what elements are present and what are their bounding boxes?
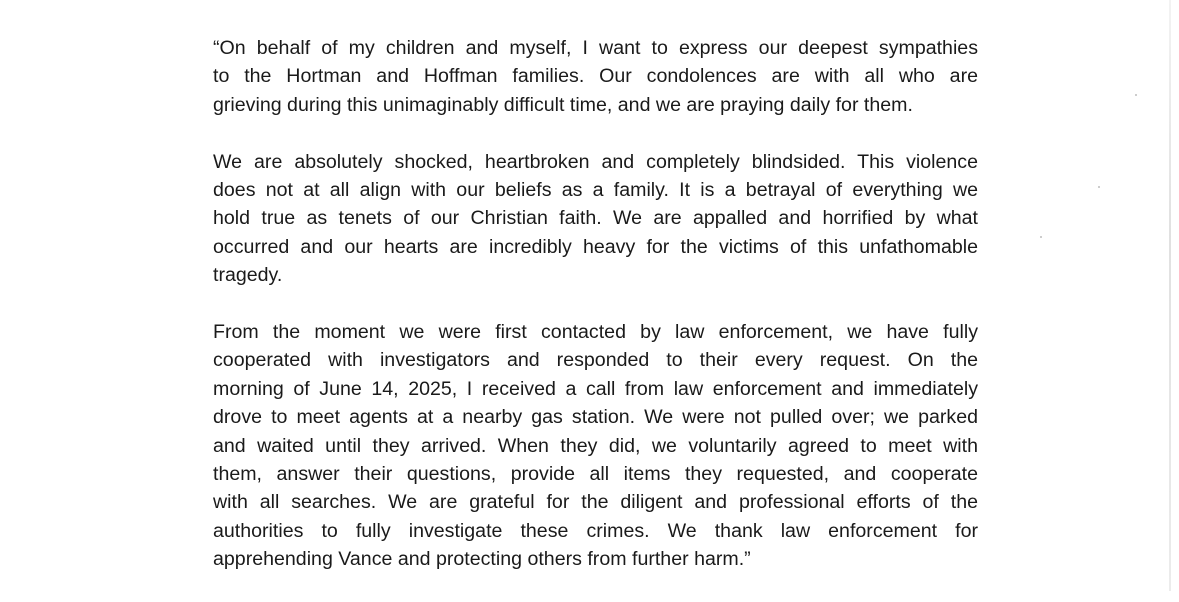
text-line: with all searches. We are grateful for the diligent and professional efforts of the	[213, 491, 978, 514]
paragraph-cooperation	[213, 318, 978, 574]
scan-speck	[1098, 186, 1100, 188]
page-edge-shadow	[1169, 0, 1171, 591]
scan-speck	[1135, 94, 1137, 96]
text-line: We are absolutely shocked, heartbroken and completely blindsided. This violence	[213, 150, 978, 173]
text-line: and waited until they arrived. When they did, we voluntarily agreed to meet with	[213, 434, 978, 457]
paragraph-shock	[213, 148, 978, 290]
paragraph-condolences	[213, 34, 978, 119]
text-line: them, answer their questions, provide all items they requested, and cooperate	[213, 463, 978, 486]
text-line: to the Hortman and Hoffman families. Our condolences are with all who are	[213, 65, 978, 88]
text-line: tragedy.	[213, 264, 283, 287]
text-line: grieving during this unimaginably difficult time, and we are praying daily for them.	[213, 93, 913, 116]
text-line: cooperated with investigators and responded to their every request. On the	[213, 349, 978, 372]
text-line: hold true as tenets of our Christian faith. We are appalled and horrified by what	[213, 207, 978, 230]
text-line: occurred and our hearts are incredibly heavy for the victims of this unfathomable	[213, 235, 978, 258]
text-line: “On behalf of my children and myself, I want to express our deepest sympathies	[213, 37, 978, 59]
text-line: authorities to fully investigate these crimes. We thank law enforcement for	[213, 519, 978, 542]
statement-text	[213, 34, 978, 602]
text-line: drove to meet agents at a nearby gas station. We were not pulled over; we parked	[213, 406, 978, 429]
text-line: does not at all align with our beliefs as a family. It is a betrayal of everything we	[213, 179, 978, 202]
scan-speck	[1040, 236, 1042, 238]
text-line: From the moment we were first contacted by law enforcement, we have fully	[213, 321, 978, 344]
text-line: apprehending Vance and protecting others from further harm.”	[213, 548, 751, 571]
text-line: morning of June 14, 2025, I received a call from law enforcement and immediately	[213, 377, 978, 400]
